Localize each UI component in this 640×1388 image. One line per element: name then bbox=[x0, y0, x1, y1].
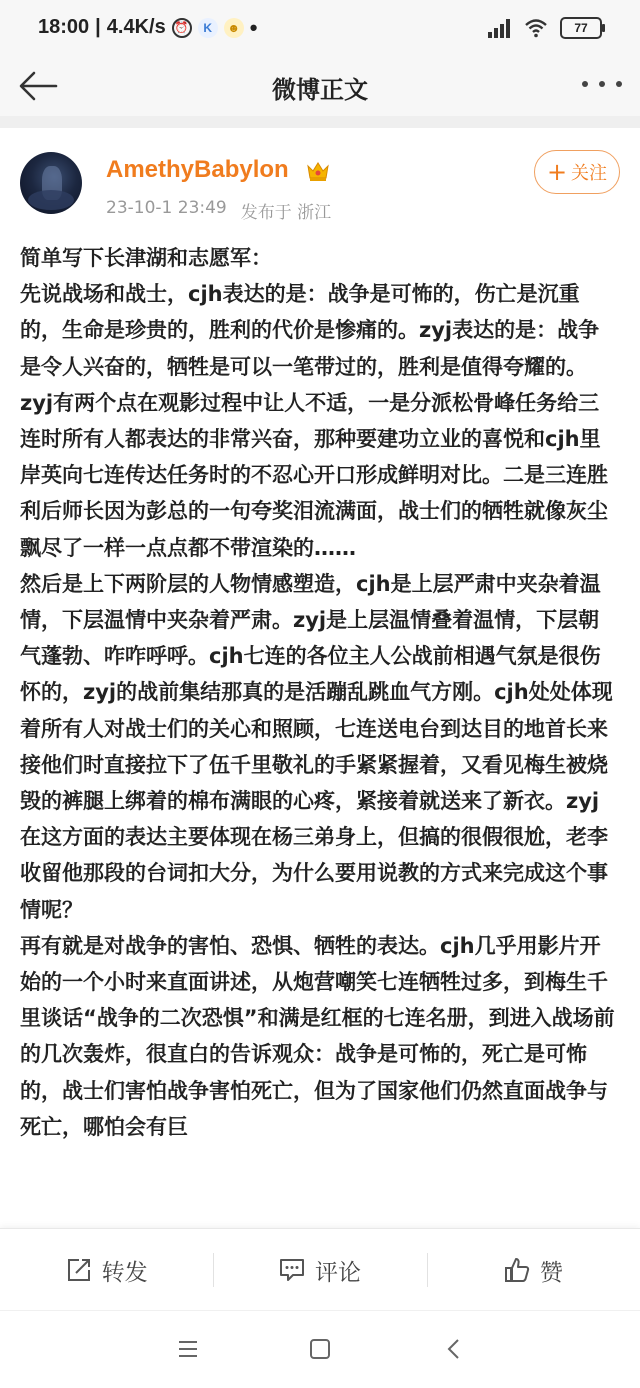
comment-icon bbox=[279, 1257, 305, 1283]
post-location: 发布于 浙江 bbox=[240, 203, 332, 223]
repost-button[interactable] bbox=[0, 1229, 213, 1311]
post-paragraph: 先说战场和战士，cjh表达的是：战争是可怖的，伤亡是沉重的，生命是珍贵的，胜利的代价是惨痛的。zyj表达的是：战争是令人兴奋的，牺牲是可以一笔带过的，胜利是值得夸耀的。zyj有两个点在观影过程中让人不适，一是分派松骨峰任务给三连时所有人都表达的非常兴奋，那种要建功立业的喜悦和cjh里岸英向七连传达任务时的不忍心开口形成鲜明对比。二是三连胜利后师长因为彭总的一句夸奖泪流满面，战士们的牺牲就像灰尘飘尽了一样一点点都不带渲染的…… bbox=[20, 282, 608, 560]
notification-dot-icon: • bbox=[249, 14, 258, 40]
divider bbox=[0, 116, 640, 128]
post-paragraph: 简单写下长津湖和志愿军： bbox=[20, 246, 272, 270]
post-paragraph: 再有就是对战争的害怕、恐惧、牺牲的表达。cjh几乎用影片开始的一个小时来直面讲述，从炮营嘲笑七连牺牲过多，到梅生千里谈话“战争的二次恐惧”和满是红框的七连名册，到进入战场前的几次轰炸，很直白的告诉观众：战争是可怖的，死亡是可怖的，战士们害怕战争害怕死亡，但为了国家他们仍然直面战争与死亡，哪怕会有巨 bbox=[20, 933, 615, 1139]
nav-bar bbox=[0, 56, 640, 116]
k-app-icon: K bbox=[198, 18, 218, 38]
home-icon[interactable] bbox=[308, 1337, 332, 1361]
signal-icon bbox=[486, 18, 512, 38]
status-speed: 4.4K/s bbox=[106, 16, 166, 38]
follow-label: 关注 bbox=[571, 163, 608, 184]
status-left: 18:00 | 4.4K/s ⏰ K ☻ • bbox=[38, 14, 258, 40]
wifi-icon bbox=[524, 18, 548, 38]
repost-icon bbox=[66, 1257, 92, 1283]
like-icon bbox=[504, 1257, 530, 1283]
post-paragraph: 然后是上下两阶层的人物情感塑造，cjh是上层严肃中夹杂着温情，下层温情中夹杂着严肃。zyj是上层温情叠着温情，下层朝气蓬勃、咋咋呼呼。cjh七连的各位主人公战前相遇气氛是很伤怀的，zyj的战前集结那真的是活蹦乱跳血气方刚。cjh处处体现着所有人对战士们的关心和照顾，七连送电台到达目的地首长来接他们时直接拉下了伍千里敬礼的手紧紧握着，又看见梅生被烧毁的裤腿上绑着的棉布满眼的心疼，紧接着就送来了新衣。zyj在这方面的表达主要体现在杨三弟身上，但搞的很假很尬，老李收留他那段的台词扣大分，为什么要用说教的方式来完成这个事情呢？ bbox=[20, 571, 613, 922]
action-bar bbox=[0, 1228, 640, 1311]
post-body bbox=[20, 240, 620, 1145]
page-title: 微博正文 bbox=[272, 76, 368, 104]
comment-label: 评论 bbox=[314, 1259, 361, 1286]
more-icon[interactable] bbox=[582, 72, 622, 96]
avatar[interactable] bbox=[20, 152, 82, 214]
emoji-app-icon: ☻ bbox=[224, 18, 244, 38]
status-time: 18:00 bbox=[38, 16, 90, 38]
status-right bbox=[486, 17, 602, 39]
plus-icon: + bbox=[546, 158, 568, 186]
alarm-icon: ⏰ bbox=[172, 18, 192, 38]
menu-icon[interactable] bbox=[176, 1337, 200, 1361]
status-bar bbox=[0, 0, 640, 56]
follow-button[interactable] bbox=[534, 150, 620, 194]
crown-badge-icon bbox=[306, 160, 330, 182]
post-meta bbox=[106, 198, 331, 223]
username[interactable]: AmethyBabylon bbox=[106, 156, 289, 183]
back-icon[interactable] bbox=[442, 1337, 466, 1361]
battery-icon: 77 bbox=[560, 17, 602, 39]
comment-button[interactable] bbox=[213, 1229, 426, 1311]
post-date: 23-10-1 23:49 bbox=[106, 198, 227, 218]
system-nav-bar bbox=[0, 1310, 640, 1388]
like-button[interactable] bbox=[427, 1229, 640, 1311]
like-label: 赞 bbox=[539, 1259, 563, 1286]
repost-label: 转发 bbox=[101, 1259, 148, 1286]
